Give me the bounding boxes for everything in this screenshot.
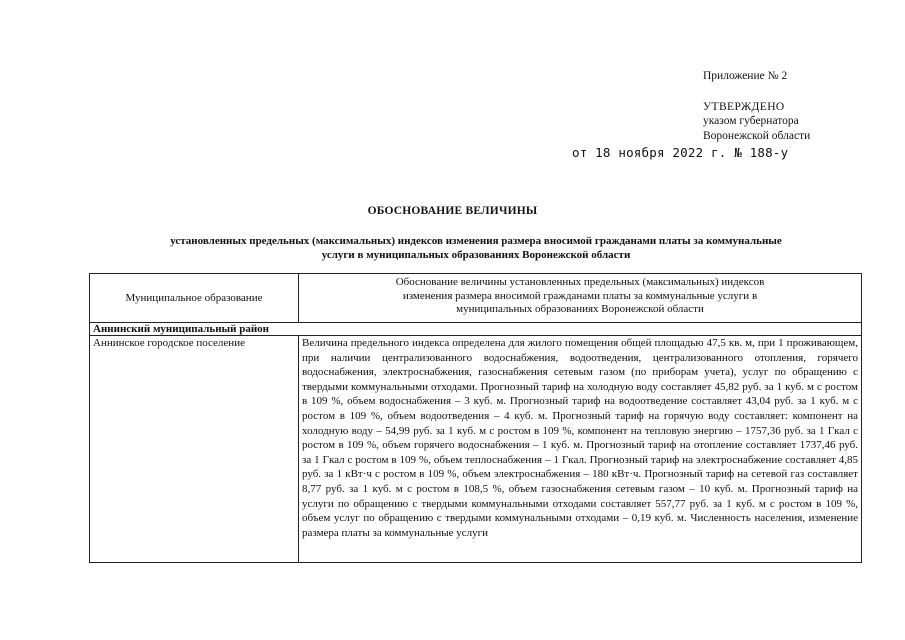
justification-table	[89, 273, 862, 563]
document-subtitle	[100, 234, 852, 262]
municipality-name: Аннинское городское поселение	[90, 336, 299, 563]
justification-text-cell	[299, 336, 862, 563]
table-header-row	[90, 274, 862, 323]
approved-label: УТВЕРЖДЕНО	[703, 100, 785, 113]
column-header-justification-line-3: муниципальных образованиях Воронежской области	[456, 303, 704, 315]
decree-authority-line1: указом губернатора	[703, 115, 799, 127]
subtitle-line-1: установленных предельных (максимальных) индексов изменения размера вносимой гражданами платы за коммунальные	[170, 235, 782, 247]
column-header-justification-line-1: Обоснование величины установленных предельных (максимальных) индексов	[395, 276, 765, 288]
district-name: Аннинский муниципальный район	[90, 323, 862, 336]
justification-text: Величина предельного индекса определена для жилого помещения общей площадью 47,5 кв. м, при 1 проживающем, при наличии централизованного водоснабжения, водоотведения, централизованного отопления, горячего водоснабжения, электроснабжения, газоснабжения сетевым газом (по приборам учета), услуг по обращению с твердыми коммунальными отходами. Прогнозный тариф на холодную воду составляет 45,82 руб. за 1 куб. м с ростом в 109 %, объем водоснабжения – 3 куб. м. Прогнозный тариф на водоотведение составляет 43,04 руб. за 1 куб. м с ростом в 109 %, объем водоотведения – 4 куб. м. Прогнозный тариф на горячую воду составляет: компонент на холодную воду – 54,99 руб. за 1 куб. м с ростом в 109 %, компонент на тепловую энергию – 1757,36 руб. за 1 Гкал с ростом в 109 %, объем горячего водоснабжения – 1 куб. м. Прогнозный тариф на отопление составляет 1737,46 руб. за 1 Гкал с ростом в 109 %, объем теплоснабжения – 1 Гкал. Прогнозный тариф на электроснабжение составляет 4,85 руб. за 1 кВт·ч с ростом в 109 %, объем электроснабжения – 180 кВт·ч. Прогнозный тариф на сетевой газ составляет 8,77 руб. за 1 куб. м с ростом в 108,5 %, объем газоснабжения сетевым газом – 10 куб. м. Прогнозный тариф на услуги по обращению с твердыми коммунальными отходами составляет 557,77 руб. за 1 куб. м с ростом в 109 %, объем услуг по обращению с твердыми коммунальными отходами – 0,19 куб. м. Численность населения, изменение размера платы за коммунальные услуги	[302, 337, 858, 539]
document-title: ОБОСНОВАНИЕ ВЕЛИЧИНЫ	[367, 205, 538, 217]
table-row	[90, 336, 862, 563]
column-header-justification	[299, 274, 862, 323]
appendix-label: Приложение № 2	[703, 70, 788, 82]
subtitle-line-2: услуги в муниципальных образованиях Воронежской области	[321, 249, 631, 261]
district-row	[90, 323, 862, 336]
decree-date-number: от 18 ноября 2022 г. № 188-у	[572, 145, 789, 160]
column-header-municipality: Муниципальное образование	[90, 274, 299, 323]
approval-block	[703, 69, 810, 143]
decree-authority-line2: Воронежской области	[703, 129, 811, 142]
column-header-justification-line-2: изменения размера вносимой гражданами платы за коммунальные услуги в	[402, 289, 758, 302]
